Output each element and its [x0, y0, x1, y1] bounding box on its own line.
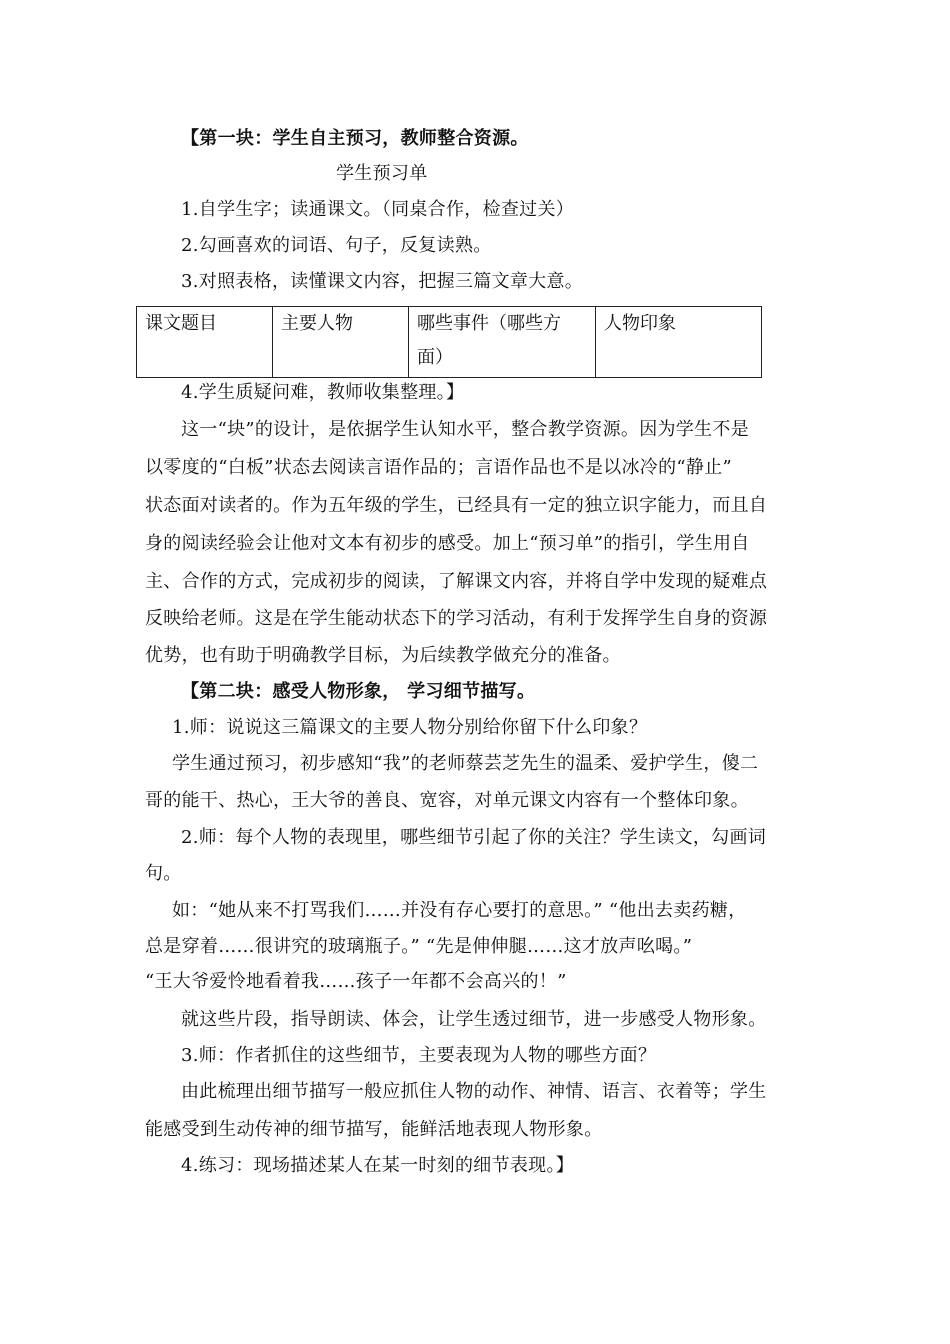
- section2-line: 能感受到生动传神的细节描写，能鲜活地表现人物形象。: [145, 1119, 603, 1140]
- section2-line: 哥的能干、热心，王大爷的善良、宽容，对单元课文内容有一个整体印象。: [145, 790, 749, 811]
- section2-heading: 【第二块：感受人物形象， 学习细节描写。: [181, 681, 536, 702]
- table-row: [137, 307, 762, 378]
- section2-line: 1.师：说说这三篇课文的主要人物分别给你留下什么印象？: [172, 717, 648, 738]
- preview-table: [136, 306, 762, 378]
- section2-line: “王大爷爱怜地看着我……孩子一年都不会高兴的！”: [145, 971, 567, 992]
- section2-line: 如：“她从来不打骂我们……并没有存心要打的意思。” “他出去卖药糖，: [172, 900, 747, 921]
- section1-heading: 【第一块：学生自主预习，教师整合资源。: [181, 128, 529, 149]
- table-cell-events-line2: 面）: [417, 347, 453, 368]
- preview-item-4: 4.学生质疑问难，教师收集整理。】: [181, 382, 465, 403]
- section2-line: 2.师：每个人物的表现里，哪些细节引起了你的关注？学生读文，勾画词: [181, 827, 767, 848]
- section2-line: 学生通过预习，初步感知“我”的老师蔡芸芝先生的温柔、爱护学生，傻二: [172, 753, 759, 774]
- paragraph-line: 这一“块”的设计，是依据学生认知水平，整合教学资源。因为学生不是: [181, 419, 750, 440]
- section2-line: 4.练习：现场描述某人在某一时刻的细节表现。】: [181, 1155, 575, 1176]
- section2-line: 就这些片段，指导朗读、体会，让学生透过细节，进一步感受人物形象。: [181, 1009, 767, 1030]
- section2-line: 句。: [145, 863, 182, 884]
- section2-line: 总是穿着……很讲究的玻璃瓶子。” “先是伸伸腿……这才放声吆喝。”: [145, 936, 693, 957]
- preview-item-2: 2.勾画喜欢的词语、句子，反复读熟。: [181, 235, 492, 256]
- table-cell-events-line1: 哪些事件（哪些方: [417, 313, 561, 334]
- table-cell-events: [409, 307, 596, 378]
- section2-line: 由此梳理出细节描写一般应抓住人物的动作、神情、语言、衣着等；学生: [181, 1081, 767, 1102]
- preview-item-1: 1.自学生字；读通课文。（同桌合作，检查过关）: [181, 199, 575, 220]
- paragraph-line: 主、合作的方式，完成初步的阅读，了解课文内容，并将自学中发现的疑难点: [145, 571, 768, 592]
- section2-line: 3.师：作者抓住的这些细节，主要表现为人物的哪些方面？: [181, 1045, 657, 1066]
- paragraph-line: 以零度的“白板”状态去阅读言语作品的；言语作品也不是以冰冷的“静止”: [145, 457, 733, 478]
- paragraph-line: 优势，也有助于明确教学目标，为后续教学做充分的准备。: [145, 645, 621, 666]
- table-cell-title: 课文题目: [137, 307, 273, 378]
- paragraph-line: 身的阅读经验会让他对文本有初步的感受。加上“预习单”的指引，学生用自: [145, 533, 750, 554]
- preview-sheet-title: 学生预习单: [336, 163, 428, 184]
- preview-item-3: 3.对照表格，读懂课文内容，把握三篇文章大意。: [181, 271, 584, 292]
- paragraph-line: 反映给老师。这是在学生能动状态下的学习活动，有利于发挥学生自身的资源: [145, 608, 768, 629]
- table-cell-impression: 人物印象: [596, 307, 762, 378]
- paragraph-line: 状态面对读者的。作为五年级的学生，已经具有一定的独立识字能力，而且自: [145, 495, 768, 516]
- table-cell-characters: 主要人物: [273, 307, 409, 378]
